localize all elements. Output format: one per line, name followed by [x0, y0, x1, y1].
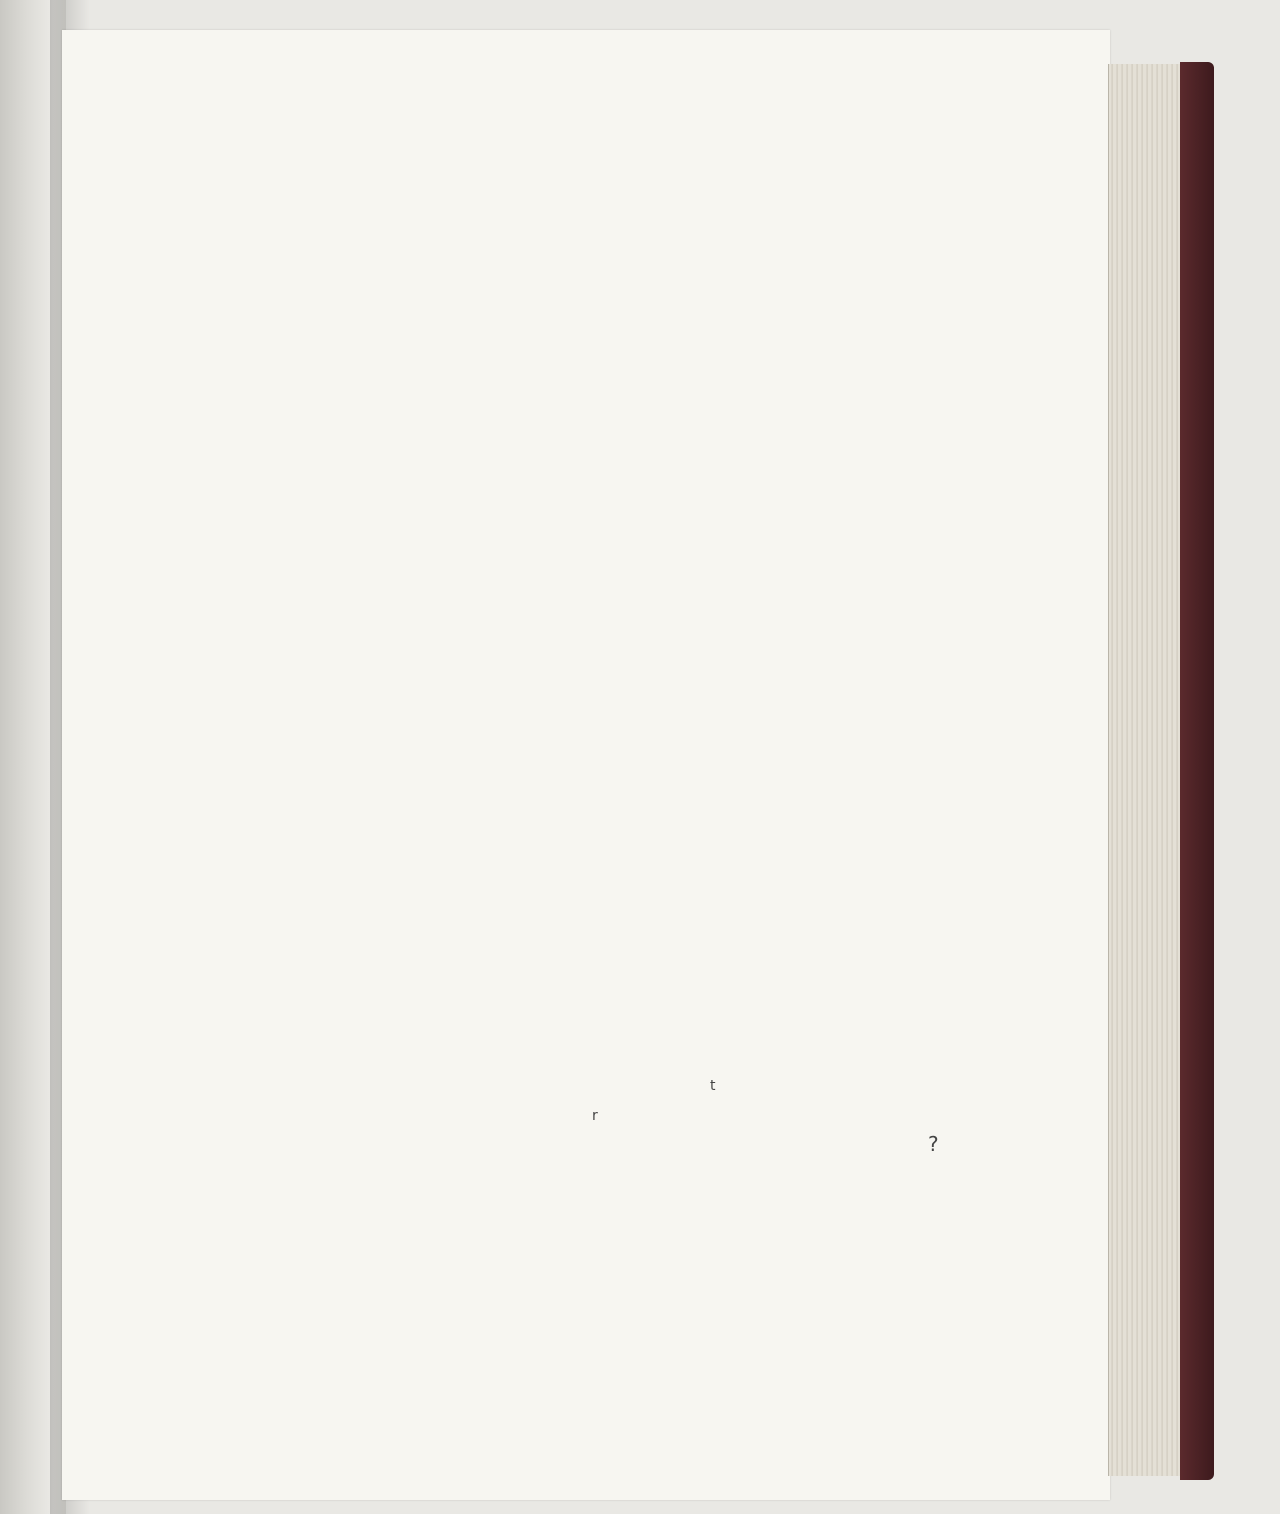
text-line — [186, 762, 1006, 811]
text-line — [189, 278, 1009, 327]
text-line — [187, 630, 1007, 679]
text-line — [187, 718, 1007, 767]
text-line — [188, 410, 1008, 459]
text-line — [183, 1258, 1003, 1307]
text-line — [187, 586, 1007, 635]
text-line — [187, 674, 1007, 723]
text-line — [185, 900, 1005, 949]
text-line — [184, 1120, 1004, 1169]
text-line — [188, 454, 1008, 503]
text-line — [189, 366, 1009, 415]
text-line — [189, 322, 1009, 371]
text-line — [185, 988, 1005, 1037]
book-cover — [1180, 62, 1214, 1480]
text-line — [190, 190, 1010, 239]
text-line — [189, 234, 1009, 283]
text-line — [184, 1164, 1004, 1213]
text-line — [186, 812, 1006, 861]
text-line — [186, 856, 1006, 905]
handwritten-correction-mark: r — [592, 1108, 598, 1124]
text-line — [185, 1032, 1005, 1081]
text-line — [184, 1208, 1004, 1257]
typed-body-text — [183, 190, 1010, 1351]
text-line — [188, 542, 1008, 591]
handwritten-question-mark: ? — [928, 1132, 939, 1156]
text-line — [183, 1302, 1003, 1351]
handwritten-correction-mark: t — [710, 1078, 716, 1094]
text-line — [185, 944, 1005, 993]
text-line — [188, 498, 1008, 547]
